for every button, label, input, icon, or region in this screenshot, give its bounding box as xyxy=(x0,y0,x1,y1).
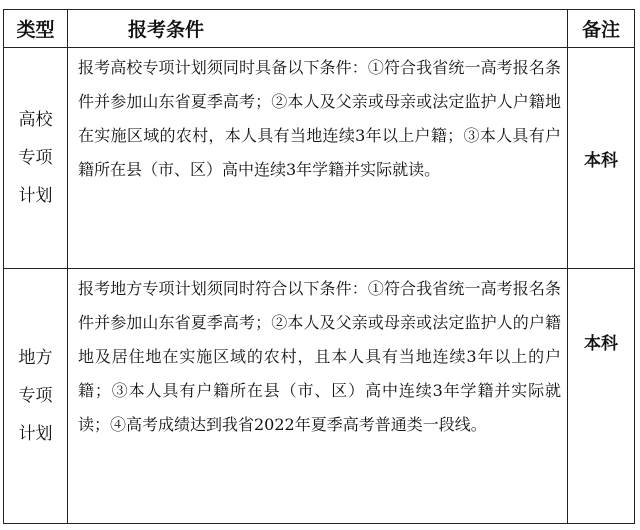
table-row xyxy=(4,48,635,269)
header-note: 备注 xyxy=(568,10,635,48)
type-line: 高校 xyxy=(18,110,53,130)
admission-conditions-table xyxy=(3,9,635,524)
conditions-text: 报考地方专项计划须同时符合以下条件：①符合我省统一高考报名条件并参加山东省夏季高考；②本人及父亲或母亲或法定监护人的户籍地及居住地在实施区域的农村，且本人具有当地连续3年以上的户籍；③本人具有户籍所在县（市、区）高中连续3年学籍并实际就读；④高考成绩达到我省2022年夏季高考普通类一段线。 xyxy=(78,279,561,434)
type-line: 计划 xyxy=(18,186,53,206)
table-header-row xyxy=(4,10,635,48)
conditions-text: 报考高校专项计划须同时具备以下条件：①符合我省统一高考报名条件并参加山东省夏季高考；②本人及父亲或母亲或法定监护人户籍地在实施区域的农村，本人具有当地连续3年以上户籍；③本人具有户籍所在县（市、区）高中连续3年学籍并实际就读。 xyxy=(78,58,561,179)
header-type: 类型 xyxy=(4,10,68,48)
note-cell: 本科 xyxy=(568,48,635,269)
conditions-cell xyxy=(68,48,568,269)
type-cell-local-plan xyxy=(4,269,68,524)
header-conditions: 报考条件 xyxy=(68,10,568,48)
note-cell: 本科 xyxy=(568,269,635,524)
type-line: 专项 xyxy=(18,148,53,168)
table-row xyxy=(4,269,635,524)
conditions-cell xyxy=(68,269,568,524)
type-line: 专项 xyxy=(18,386,53,406)
type-line: 地方 xyxy=(18,348,53,368)
type-cell-university-plan xyxy=(4,48,68,269)
type-line: 计划 xyxy=(18,424,53,444)
